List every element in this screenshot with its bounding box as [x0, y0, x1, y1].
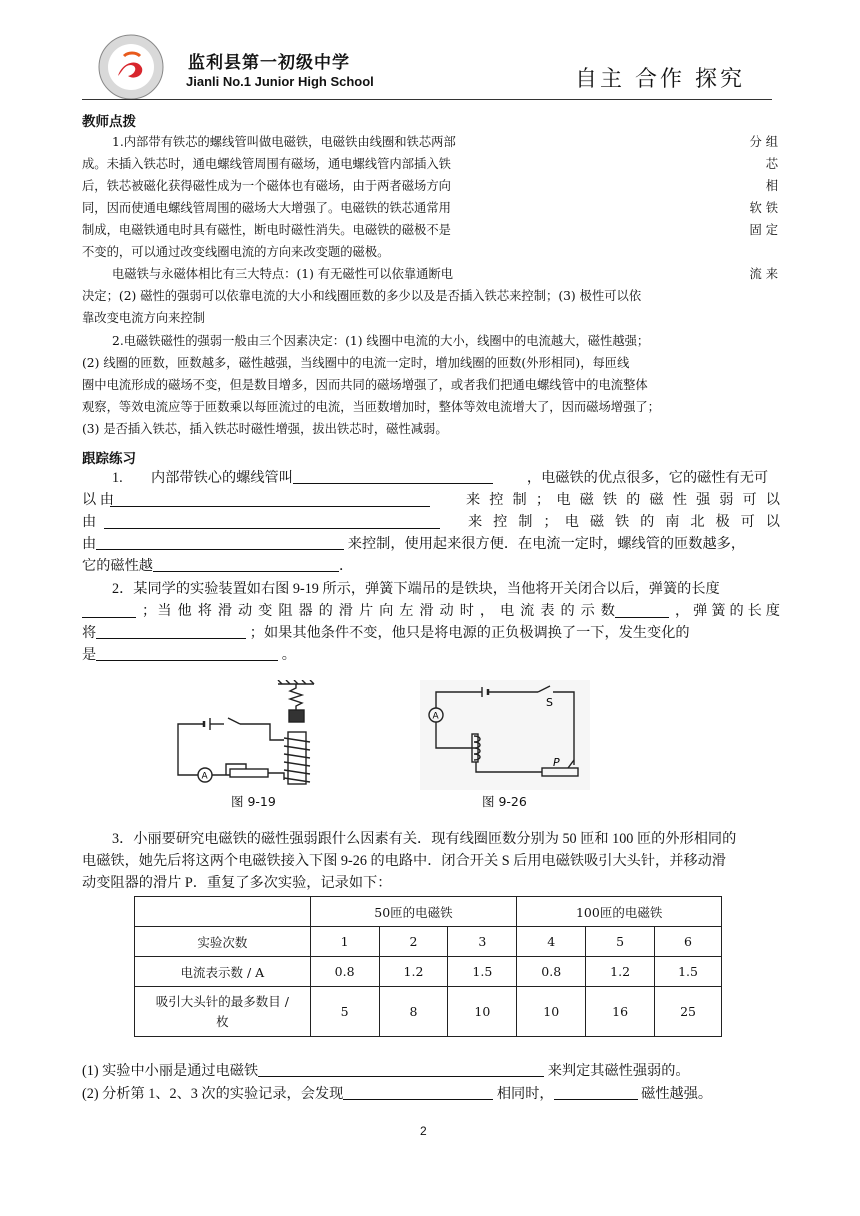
text-fragment: 将 — [82, 625, 97, 641]
table-cell: 10 — [517, 987, 586, 1037]
teacher-notes-right-column — [700, 131, 778, 241]
text-fragment: 由 — [82, 536, 97, 552]
figure-caption: 图 9-26 — [482, 794, 527, 809]
answer-blank[interactable] — [110, 492, 430, 507]
text-line: 观察，等效电流应等于匝数乘以每匝流过的电流，当匝数增加时，整体等效电流增大了，因而磁场增强了； — [82, 400, 660, 414]
table-header-cell: 50匝的电磁铁 — [310, 897, 517, 927]
table-cell: 1.2 — [379, 957, 448, 987]
text-line: 同，因而使通电螺线管周围的磁场大大增强了。电磁铁的铁芯通常用 — [82, 201, 451, 215]
text-fragment: 来 控 制 ； 电 磁 铁 的 南 北 极 可 以 — [468, 514, 780, 530]
text-line: 决定；(2) 磁性的强弱可以依靠电流的大小和线圈匝数的多少以及是否插入铁芯来控制；(3) 极性可以依 — [82, 289, 642, 303]
text-line: 电磁铁与永磁体相比有三大特点：(1) 有无磁性可以依靠通断电 — [112, 267, 454, 281]
text-line: (3) 是否插入铁芯，插入铁芯时磁性增强，拔出铁芯时，磁性减弱。 — [82, 422, 448, 436]
figure-caption: 图 9-19 — [231, 794, 276, 809]
answer-blank[interactable] — [258, 1062, 544, 1077]
text-line: 1.内部带有铁芯的螺线管叫做电磁铁，电磁铁由线圈和铁芯两部 — [112, 135, 456, 149]
text-line: 2．某同学的实验装置如右图 9-19 所示，弹簧下端吊的是铁块，当他将开关闭合以后，弹簧的长度 — [112, 581, 720, 597]
text-fragment: 来 控 制 ； 电 磁 铁 的 磁 性 强 弱 可 以 — [466, 492, 780, 508]
table-cell: 6 — [655, 927, 722, 957]
table-cell: 5 — [586, 927, 655, 957]
table-cell: 1.5 — [448, 957, 517, 987]
school-name-cn: 监利县第一初级中学 — [188, 53, 350, 73]
table-cell: 1.2 — [586, 957, 655, 987]
school-name-en: Jianli No.1 Junior High School — [186, 74, 374, 89]
table-cell: 2 — [379, 927, 448, 957]
row-label: 实验次数 — [135, 927, 311, 957]
question-3 — [82, 828, 782, 894]
header-divider — [82, 99, 772, 100]
teacher-notes-paragraph-1 — [82, 131, 772, 263]
text-line: 制成，电磁铁通电时具有磁性，断电时磁性消失。电磁铁的磁极不是 — [82, 223, 451, 237]
answer-blank[interactable] — [96, 535, 344, 550]
table-header-cell: 100匝的电磁铁 — [517, 897, 722, 927]
text-line: 动变阻器的滑片 P．重复了多次实验，记录如下： — [82, 875, 392, 891]
answer-blank[interactable] — [554, 1085, 638, 1100]
text-fragment: (2) 分析第 1、2、3 次的实验记录，会发现 — [82, 1086, 344, 1102]
figure-9-26-diagram — [420, 680, 590, 790]
text-fragment: 软 铁 — [749, 201, 778, 215]
text-line: 电磁铁，她先后将这两个电磁铁接入下图 9-26 的电路中．闭合开关 S 后用电磁铁吸引大头针，并移动滑 — [82, 853, 726, 869]
table-cell: 8 — [379, 987, 448, 1037]
answer-blank[interactable] — [96, 646, 278, 661]
row-label: 吸引大头针的最多数目 / 枚 — [135, 987, 311, 1037]
table-cell: 25 — [655, 987, 722, 1037]
figure-9-19-diagram — [170, 680, 330, 794]
row-label: 电流表示数 / A — [135, 957, 311, 987]
ammeter-label: A — [201, 771, 208, 782]
answer-blank[interactable] — [96, 624, 246, 639]
motto: 自主 合作 探究 — [575, 67, 745, 92]
text-line: 成。未插入铁芯时，通电螺线管周围有磁场，通电螺线管内部插入铁 — [82, 157, 451, 171]
text-fragment: ；如果其他条件不变，他只是将电源的正负极调换了一下，发生变化的 — [249, 625, 690, 641]
table-cell: 4 — [517, 927, 586, 957]
text-line: 后，铁芯被磁化获得磁性成为一个磁体也有磁场，由于两者磁场方向 — [82, 179, 451, 193]
text-fragment: 相 — [765, 179, 778, 193]
text-fragment: 磁性越强。 — [641, 1086, 713, 1102]
answer-blank[interactable] — [615, 603, 669, 618]
section-heading-practice: 跟踪练习 — [82, 451, 136, 467]
text-line: 靠改变电流方向来控制 — [82, 311, 205, 325]
table-cell: 10 — [448, 987, 517, 1037]
answer-blank[interactable] — [343, 1085, 493, 1100]
table-cell: 0.8 — [517, 957, 586, 987]
text-fragment: 来控制，使用起来很方便．在电流一定时，螺线管的匝数越多， — [347, 536, 746, 552]
text-fragment: 。 — [281, 647, 296, 663]
table-cell: 1.5 — [655, 957, 722, 987]
table-cell: 0.8 — [310, 957, 379, 987]
text-fragment: 相同时， — [496, 1086, 554, 1102]
text-fragment: 芯 — [765, 157, 778, 171]
switch-label: S — [546, 696, 553, 709]
answer-blank[interactable] — [104, 514, 440, 529]
text-fragment: 分 组 — [749, 135, 778, 149]
experiment-table — [134, 896, 722, 1037]
table-cell: 5 — [310, 987, 379, 1037]
school-logo — [98, 34, 164, 100]
ammeter-label: A — [432, 711, 439, 722]
sub-question-1 — [82, 1060, 782, 1082]
text-line: 3．小丽要研究电磁铁的磁性强弱跟什么因素有关．现有线圈匝数分别为 50 匝和 100 匝的外形相同的 — [112, 831, 737, 847]
text-fragment: 由 — [82, 514, 97, 530]
table-cell: 16 — [586, 987, 655, 1037]
table-cell — [135, 897, 311, 927]
text-fragment: 固 定 — [749, 223, 778, 237]
table-header-row — [135, 897, 722, 927]
answer-blank[interactable] — [153, 557, 339, 572]
question-2 — [82, 578, 780, 666]
text-line: (2) 线圈的匝数，匝数越多，磁性越强，当线圈中的电流一定时，增加线圈的匝数(外形相同)，每匝线 — [82, 356, 630, 370]
slider-label: P — [553, 756, 560, 769]
text-fragment: 流 来 — [749, 267, 778, 281]
text-fragment: 1. 内部带铁心的螺线管叫 — [112, 470, 293, 486]
text-fragment: 以 由 — [82, 492, 114, 508]
text-fragment: (1) 实验中小丽是通过电磁铁 — [82, 1063, 259, 1079]
answer-blank[interactable] — [293, 469, 493, 484]
teacher-notes-paragraph-2 — [82, 263, 778, 329]
teacher-notes-paragraph-3 — [82, 330, 782, 440]
section-heading-teacher-notes: 教师点拨 — [82, 114, 136, 130]
table-row — [135, 987, 722, 1037]
table-row — [135, 927, 722, 957]
answer-blank[interactable] — [82, 603, 136, 618]
text-line: 不变的，可以通过改变线圈电流的方向来改变题的磁极。 — [82, 245, 390, 259]
text-fragment: ；当 他 将 滑 动 变 阻 器 的 滑 片 向 左 滑 动 时 ， 电 流 表 的 示 数 — [142, 603, 615, 619]
text-fragment: ， 弹 簧 的 长 度 — [675, 603, 780, 619]
text-fragment: ，电磁铁的优点很多，它的磁性有无可 — [526, 470, 769, 486]
table-row — [135, 957, 722, 987]
text-fragment: 它的磁性越 — [82, 558, 153, 574]
table-cell: 1 — [310, 927, 379, 957]
sub-question-2 — [82, 1083, 782, 1105]
text-fragment: ． — [338, 558, 354, 574]
question-1 — [82, 467, 780, 577]
table-cell: 3 — [448, 927, 517, 957]
text-line: 圈中电流形成的磁场不变，但是数目增多，因而共同的磁场增强了，或者我们把通电螺线管中的电流整体 — [82, 378, 648, 392]
text-fragment: 是 — [82, 647, 97, 663]
text-line: 2.电磁铁磁性的强弱一般由三个因素决定：(1) 线圈中电流的大小，线圈中的电流越大，磁性越强； — [112, 334, 650, 348]
text-fragment: 来判定其磁性强弱的。 — [547, 1063, 690, 1079]
page-number: 2 — [420, 1124, 427, 1138]
